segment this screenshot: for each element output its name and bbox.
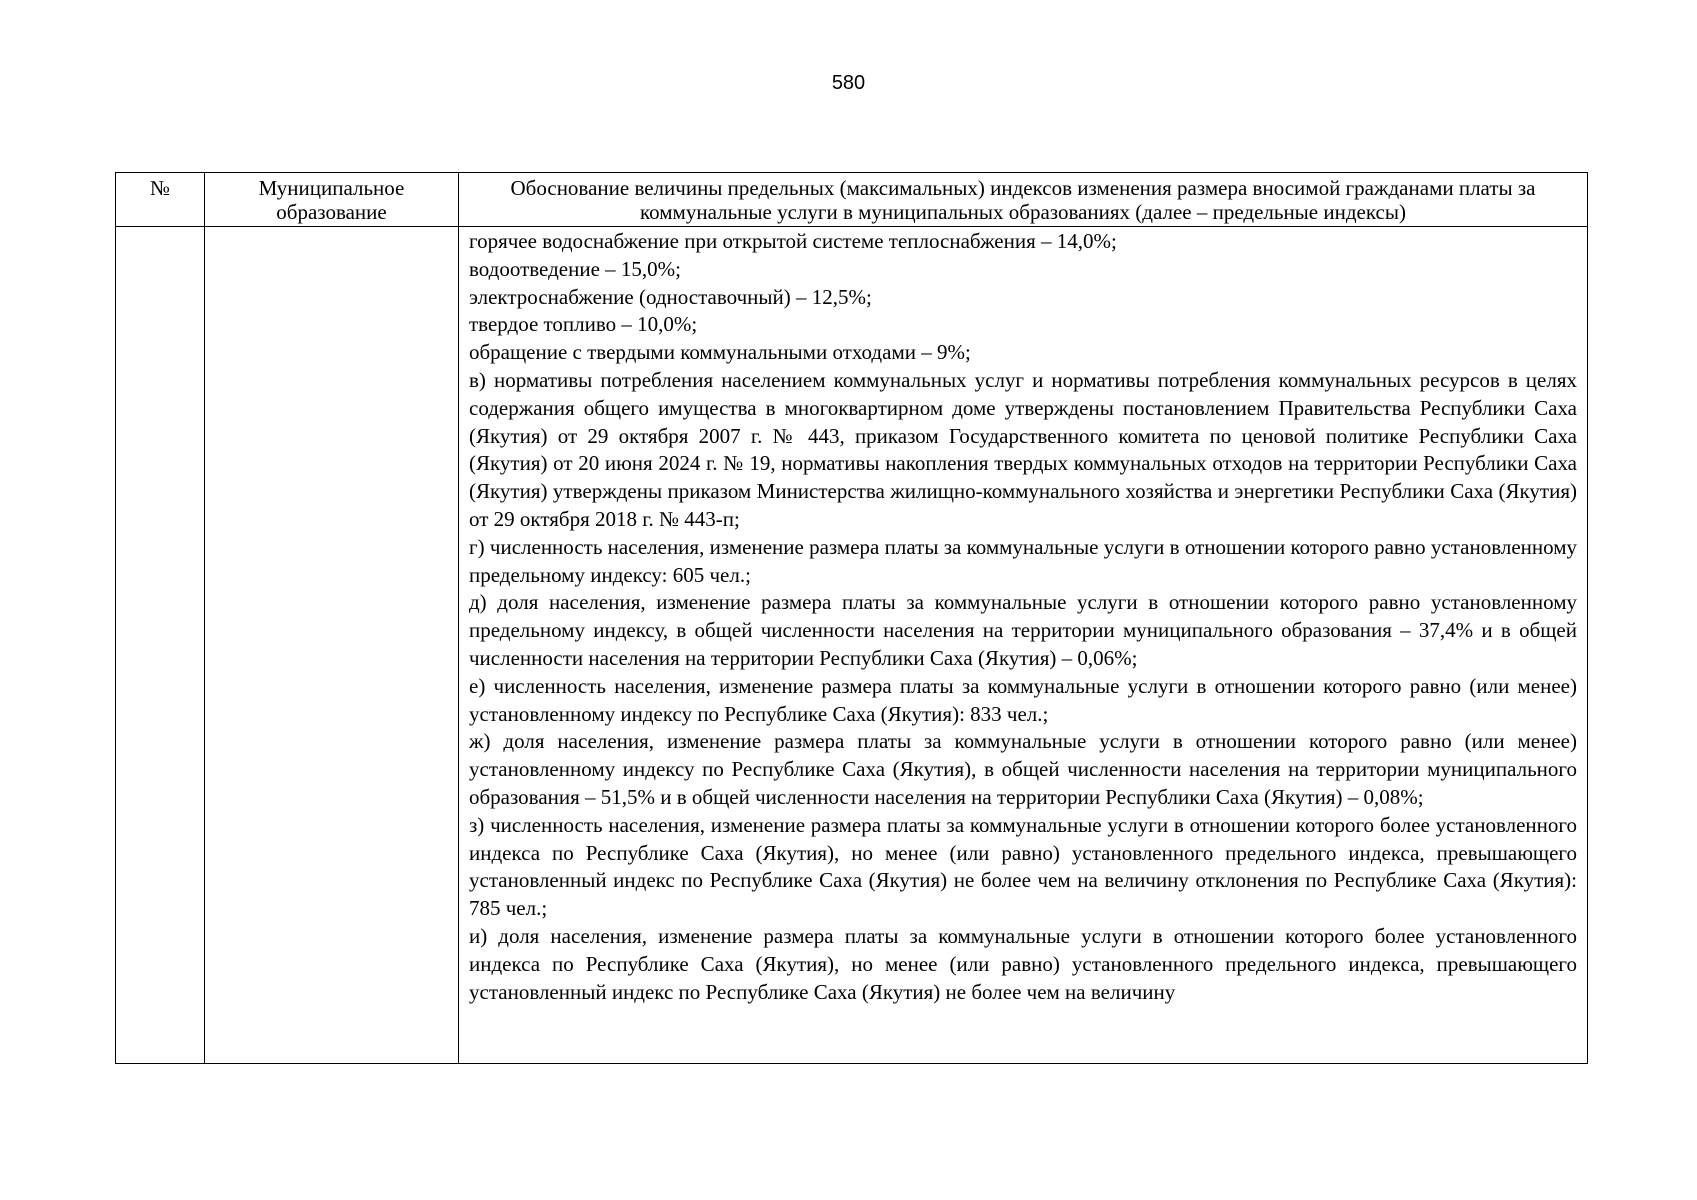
page-number: 580 xyxy=(831,72,866,94)
cell-municipality xyxy=(205,227,459,1064)
paragraph: твердое топливо – 10,0%; xyxy=(469,312,698,337)
header-number: № xyxy=(116,173,205,227)
justification-table xyxy=(115,172,1588,1064)
paragraph: ж) доля населения, изменение размера платы за коммунальные услуги в отношении которого равно (или менее) установленному индексу по Республике Саха (Якутия), в общей численности населения на территории муниципального образования – 51,5% и в общей численности населения на территории Республики Саха (Якутия) – 0,08%; xyxy=(469,729,1577,809)
paragraph: в) нормативы потребления населением коммунальных услуг и нормативы потребления коммунальных ресурсов в целях содержания общего имущества в многоквартирном доме утверждены постановлением Правительства Республики Саха (Якутия) от 29 октября 2007 г. № 443, приказом Государственного комитета по ценовой политике Республики Саха (Якутия) от 20 июня 2024 г. № 19, нормативы накопления твердых коммунальных отходов на территории Республики Саха (Якутия) утверждены приказом Министерства жилищно-коммунального хозяйства и энергетики Республики Саха (Якутия) от 29 октября 2018 г. № 443-п; xyxy=(469,367,1577,531)
cell-justification xyxy=(459,227,1588,1064)
cell-number xyxy=(116,227,205,1064)
header-municipality: Муниципальное образование xyxy=(205,173,459,227)
header-justification: Обоснование величины предельных (максимальных) индексов изменения размера вносимой гражданами платы за коммунальные услуги в муниципальных образованиях (далее – предельные индексы) xyxy=(459,173,1588,227)
paragraph: д) доля населения, изменение размера платы за коммунальные услуги в отношении которого равно установленному предельному индексу, в общей численности населения на территории муниципального образования – 37,4% и в общей численности населения на территории Республики Саха (Якутия) – 0,06%; xyxy=(469,590,1577,670)
table-header-row xyxy=(116,173,1588,227)
paragraph: е) численность населения, изменение размера платы за коммунальные услуги в отношении которого равно (или менее) установленному индексу по Республике Саха (Якутия): 833 чел.; xyxy=(469,673,1577,726)
paragraph: г) численность населения, изменение размера платы за коммунальные услуги в отношении которого равно установленному предельному индексу: 605 чел.; xyxy=(469,534,1577,587)
paragraph: и) доля населения, изменение размера платы за коммунальные услуги в отношении которого более установленного индекса по Республике Саха (Якутия), но менее (или равно) установленного предельного индекса, превышающего установленный индекс по Республике Саха (Якутия) не более чем на величину xyxy=(469,923,1577,1004)
paragraph: водоотведение – 15,0%; xyxy=(469,256,681,281)
justification-text xyxy=(459,227,1587,1006)
paragraph: электроснабжение (одноставочный) – 12,5%; xyxy=(469,284,872,309)
paragraph: горячее водоснабжение при открытой системе теплоснабжения – 14,0%; xyxy=(469,229,1117,253)
table-row xyxy=(116,227,1588,1064)
paragraph: з) численность населения, изменение размера платы за коммунальные услуги в отношении которого более установленного индекса по Республике Саха (Якутия), но менее (или равно) установленного предельного индекса, превышающего установленный индекс по Республике Саха (Якутия) не более чем на величину отклонения по Республике Саха (Якутия): 785 чел.; xyxy=(469,812,1577,921)
paragraph: обращение с твердыми коммунальными отходами – 9%; xyxy=(469,340,971,365)
